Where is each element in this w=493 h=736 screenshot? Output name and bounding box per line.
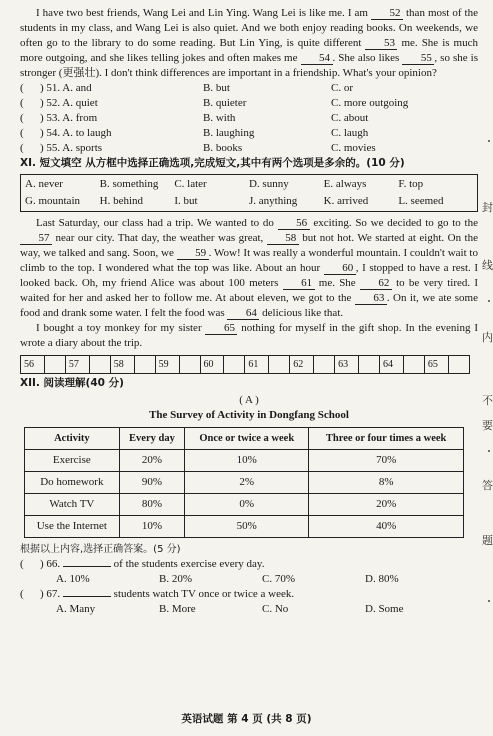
exam-page xyxy=(20,0,478,617)
question-row: ( ) 52. A. quiet B. quieter C. more outgoing xyxy=(20,97,409,109)
header-activity: Activity xyxy=(25,428,120,450)
answer-cell[interactable] xyxy=(89,356,110,374)
blank-53: 53 xyxy=(365,37,397,50)
answer-cell[interactable] xyxy=(224,356,245,374)
header-once-twice: Once or twice a week xyxy=(185,428,309,450)
blank-58: 58 xyxy=(267,232,299,245)
question-row: ( ) 55. A. sports B. books C. movies xyxy=(20,142,376,154)
margin-char: 要 xyxy=(482,419,493,432)
table-row: Use the Internet 10% 50% 40% xyxy=(25,516,464,538)
section-xii-title: XII. 阅读理解(40 分) xyxy=(20,377,124,389)
section-xi-title: XI. 短文填空 从方框中选择正确选项,完成短文,其中有两个选项是多余的。(10 分) xyxy=(20,157,405,169)
question-66: ( ) 66. of the students exercise every day. xyxy=(20,558,265,570)
margin-char: 封 xyxy=(482,201,493,214)
margin-dot xyxy=(488,140,490,142)
word-option: J. anything xyxy=(248,195,298,207)
margin-dot xyxy=(488,600,490,602)
cloze-passage: I have two best friends, Wang Lei and Lin Ying. Wang Lei is like me. I am 52 than most of the students in my class, and Wang Lei is also quiet. And we both enjoy reading books. On weekends, we often go to the library to do some reading. But Lin Ying, is quite different 53 me. She is much more outgoing, and she likes telling jokes and often makes me 54 . She also likes 55 , so she is stronger (更强壮). I don't think differences are important in a friendship. What's your opinion? xyxy=(20,7,479,79)
word-option: E. always xyxy=(323,178,367,190)
word-option: C. later xyxy=(174,178,207,190)
question-67-options: A. Many B. More C. No D. Some xyxy=(56,603,404,615)
table-row: Exercise 20% 10% 70% xyxy=(25,450,464,472)
word-option: K. arrived xyxy=(323,195,369,207)
question-row: ( ) 54. A. to laugh B. laughing C. laugh xyxy=(20,127,369,139)
question-66-options: A. 10% B. 20% C. 70% D. 80% xyxy=(56,573,399,585)
blank-64: 64 xyxy=(227,307,259,320)
answer-cell[interactable] xyxy=(179,356,200,374)
survey-table xyxy=(24,427,464,538)
blank-62: 62 xyxy=(360,277,392,290)
blank-65: 65 xyxy=(205,322,237,335)
part-label: ( A ) xyxy=(239,394,259,406)
table-row: Do homework 90% 2% 8% xyxy=(25,472,464,494)
trip-passage-end: I bought a toy monkey for my sister 65 nothing for myself in the gift shop. In the evening I wrote a diary about the trip. xyxy=(20,322,478,349)
margin-dot xyxy=(488,300,490,302)
answer-cell[interactable] xyxy=(44,356,65,374)
margin-char: 答 xyxy=(482,479,493,492)
word-option: I. but xyxy=(174,195,198,207)
survey-title: The Survey of Activity in Dongfang School xyxy=(149,409,349,421)
trip-passage: Last Saturday, our class had a trip. We wanted to do 56 exciting. So we decided to go to the 57 near our city. That day, the weather was great, 58 but not hot. We started at eight. On the way, we talked and sang. Soon, we 59 . Wow! It was really a wonderful mountain. I couldn't wait to climb to the top. I wondered what the top was like. About an hour 60 , I stopped to have a rest. I looked back. Oh, my friend Alice was about 100 meters 61 me. She 62 to be very tired. I waited for her and asked her to follow me. At about eleven, we got to the 63 . On it, we ate some food and drank some water. I felt the food was 64 delicious like that. xyxy=(20,217,478,319)
word-option: L. seemed xyxy=(398,195,444,207)
blank-63: 63 xyxy=(355,292,387,305)
word-option-box xyxy=(20,174,478,212)
header-three-four: Three or four times a week xyxy=(309,428,464,450)
word-option: G. mountain xyxy=(25,195,80,207)
question-67: ( ) 67. students watch TV once or twice a week. xyxy=(20,588,295,600)
blank-56: 56 xyxy=(278,217,310,230)
answer-cell[interactable] xyxy=(448,356,469,374)
answer-grid: 56 57 58 59 60 61 62 63 64 65 xyxy=(20,355,470,374)
blank-52: 52 xyxy=(371,7,403,20)
question-row: ( ) 53. A. from B. with C. about xyxy=(20,112,369,124)
blank-57: 57 xyxy=(20,232,52,245)
blank-59: 59 xyxy=(177,247,209,260)
word-option: H. behind xyxy=(99,195,144,207)
blank-67 xyxy=(63,596,111,597)
page-footer: 英语试题 第 4 页 (共 8 页) xyxy=(181,713,312,725)
answer-cell[interactable] xyxy=(314,356,335,374)
word-option: A. never xyxy=(25,178,63,190)
table-row: Watch TV 80% 0% 20% xyxy=(25,494,464,516)
margin-dot xyxy=(488,450,490,452)
answer-cell[interactable] xyxy=(269,356,290,374)
margin-char: 题 xyxy=(482,534,493,547)
word-option: F. top xyxy=(398,178,424,190)
reading-instruction: 根据以上内容,选择正确答案。(5 分) xyxy=(20,544,181,555)
blank-60: 60 xyxy=(324,262,356,275)
answer-cell[interactable] xyxy=(134,356,155,374)
answer-cell[interactable] xyxy=(359,356,380,374)
question-row: ( ) 51. A. and B. but C. or xyxy=(20,82,353,94)
word-option: D. sunny xyxy=(248,178,289,190)
answer-cell[interactable] xyxy=(403,356,424,374)
margin-char: 不 xyxy=(482,394,493,407)
header-every-day: Every day xyxy=(119,428,184,450)
margin-char: 内 xyxy=(482,331,493,344)
blank-54: 54 xyxy=(301,52,333,65)
cloze-question-list xyxy=(20,81,478,156)
blank-66 xyxy=(63,566,111,567)
blank-61: 61 xyxy=(283,277,315,290)
blank-55: 55 xyxy=(402,52,434,65)
margin-char: 线 xyxy=(482,259,493,272)
word-option: B. something xyxy=(99,178,159,190)
